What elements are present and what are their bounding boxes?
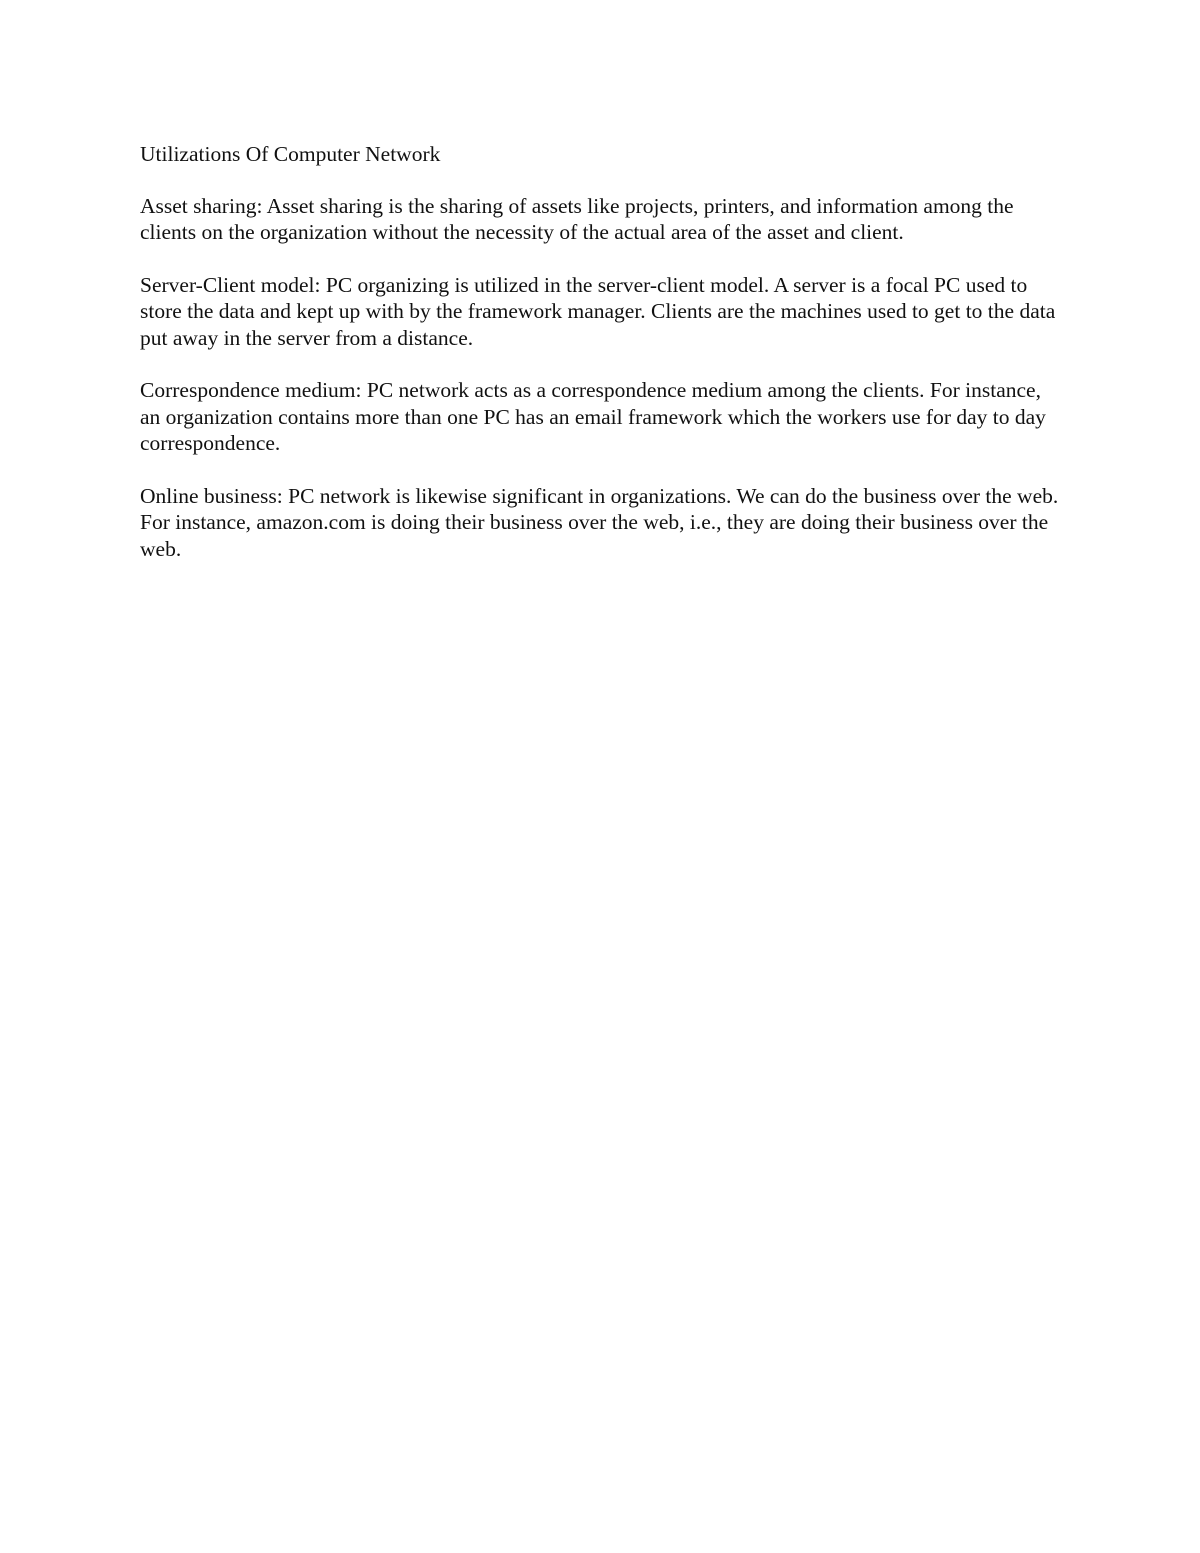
paragraph-server-client-model: Server-Client model: PC organizing is utilized in the server-client model. A server is a focal PC used to store the data and kept up with by the framework manager. Clients are the machines used to get to the data put away in the server from a distance.: [140, 272, 1056, 350]
document-body: [140, 141, 1065, 588]
document-title: Utilizations Of Computer Network: [140, 142, 441, 166]
paragraph-online-business: Online business: PC network is likewise significant in organizations. We can do the business over the web. For instance, amazon.com is doing their business over the web, i.e., they are doing their business over the web.: [140, 483, 1059, 561]
paragraph-asset-sharing: Asset sharing: Asset sharing is the sharing of assets like projects, printers, and information among the clients on the organization without the necessity of the actual area of the asset and client.: [140, 193, 1014, 244]
paragraph-correspondence-medium: Correspondence medium: PC network acts as a correspondence medium among the clients. For instance, an organization contains more than one PC has an email framework which the workers use for day to day correspondence.: [140, 378, 1046, 455]
